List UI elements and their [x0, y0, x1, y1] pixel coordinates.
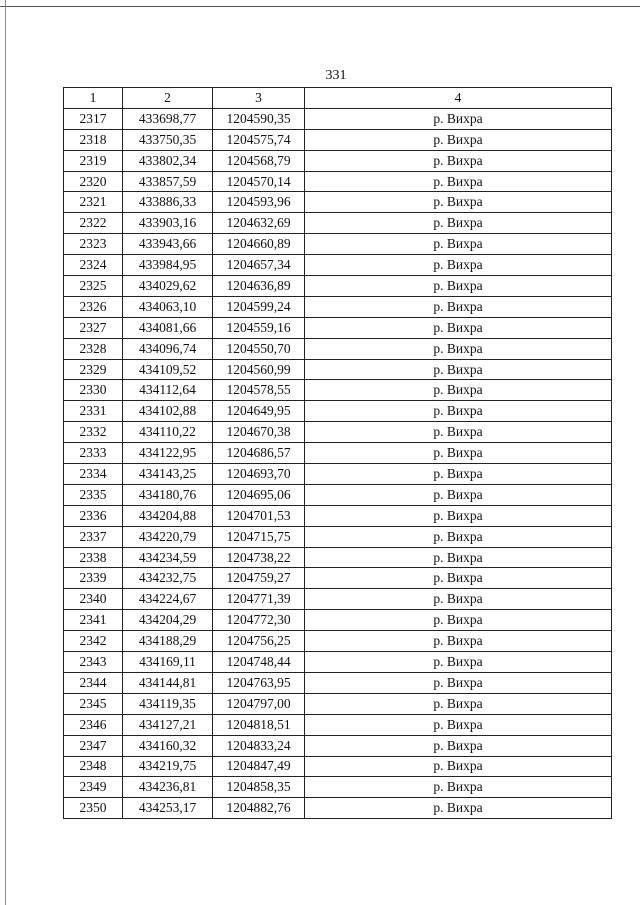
- x-coordinate-cell: 434224,67: [123, 589, 213, 610]
- description-cell: р. Вихра: [305, 777, 612, 798]
- point-number-cell: 2345: [64, 693, 123, 714]
- point-number-cell: 2340: [64, 589, 123, 610]
- table-row: [64, 777, 612, 798]
- point-number-cell: 2339: [64, 568, 123, 589]
- x-coordinate-cell: 434234,59: [123, 547, 213, 568]
- page-number: 331: [325, 68, 347, 83]
- x-coordinate-cell: 434253,17: [123, 798, 213, 819]
- table-row: [64, 296, 612, 317]
- table-row: [64, 526, 612, 547]
- y-coordinate-cell: 1204649,95: [213, 401, 305, 422]
- x-coordinate-cell: 433903,16: [123, 213, 213, 234]
- point-number-cell: 2326: [64, 296, 123, 317]
- point-number-cell: 2325: [64, 276, 123, 297]
- description-cell: р. Вихра: [305, 443, 612, 464]
- table-row: [64, 672, 612, 693]
- description-cell: р. Вихра: [305, 464, 612, 485]
- y-coordinate-cell: 1204701,53: [213, 505, 305, 526]
- point-number-cell: 2344: [64, 672, 123, 693]
- description-cell: р. Вихра: [305, 652, 612, 673]
- x-coordinate-cell: 434110,22: [123, 422, 213, 443]
- x-coordinate-cell: 433698,77: [123, 108, 213, 129]
- x-coordinate-cell: 434096,74: [123, 338, 213, 359]
- x-coordinate-cell: 434232,75: [123, 568, 213, 589]
- table-row: [64, 380, 612, 401]
- point-number-cell: 2330: [64, 380, 123, 401]
- y-coordinate-cell: 1204593,96: [213, 192, 305, 213]
- y-coordinate-cell: 1204599,24: [213, 296, 305, 317]
- description-cell: р. Вихра: [305, 359, 612, 380]
- point-number-cell: 2348: [64, 756, 123, 777]
- description-cell: р. Вихра: [305, 610, 612, 631]
- x-coordinate-cell: 434180,76: [123, 484, 213, 505]
- description-cell: р. Вихра: [305, 129, 612, 150]
- table-row: [64, 735, 612, 756]
- y-coordinate-cell: 1204686,57: [213, 443, 305, 464]
- y-coordinate-cell: 1204715,75: [213, 526, 305, 547]
- table-row: [64, 338, 612, 359]
- point-number-cell: 2341: [64, 610, 123, 631]
- table-row: [64, 652, 612, 673]
- point-number-cell: 2338: [64, 547, 123, 568]
- point-number-cell: 2319: [64, 150, 123, 171]
- coordinates-table-body: [64, 88, 612, 819]
- table-row: [64, 276, 612, 297]
- x-coordinate-cell: 433802,34: [123, 150, 213, 171]
- y-coordinate-cell: 1204847,49: [213, 756, 305, 777]
- table-row: [64, 150, 612, 171]
- point-number-cell: 2343: [64, 652, 123, 673]
- description-cell: р. Вихра: [305, 568, 612, 589]
- scan-border-top: [0, 6, 640, 7]
- description-cell: р. Вихра: [305, 234, 612, 255]
- table-row: [64, 589, 612, 610]
- description-cell: р. Вихра: [305, 693, 612, 714]
- table-row: [64, 484, 612, 505]
- table-row: [64, 714, 612, 735]
- point-number-cell: 2333: [64, 443, 123, 464]
- x-coordinate-cell: 434144,81: [123, 672, 213, 693]
- header-cell-col-3: 3: [213, 88, 305, 109]
- y-coordinate-cell: 1204738,22: [213, 547, 305, 568]
- description-cell: р. Вихра: [305, 296, 612, 317]
- point-number-cell: 2335: [64, 484, 123, 505]
- table-row: [64, 255, 612, 276]
- coordinates-table: [63, 87, 612, 819]
- description-cell: р. Вихра: [305, 798, 612, 819]
- y-coordinate-cell: 1204833,24: [213, 735, 305, 756]
- x-coordinate-cell: 434122,95: [123, 443, 213, 464]
- point-number-cell: 2334: [64, 464, 123, 485]
- point-number-cell: 2332: [64, 422, 123, 443]
- x-coordinate-cell: 434220,79: [123, 526, 213, 547]
- description-cell: р. Вихра: [305, 735, 612, 756]
- point-number-cell: 2323: [64, 234, 123, 255]
- point-number-cell: 2346: [64, 714, 123, 735]
- point-number-cell: 2320: [64, 171, 123, 192]
- y-coordinate-cell: 1204818,51: [213, 714, 305, 735]
- x-coordinate-cell: 433750,35: [123, 129, 213, 150]
- scan-border-left: [5, 0, 6, 905]
- description-cell: р. Вихра: [305, 672, 612, 693]
- point-number-cell: 2337: [64, 526, 123, 547]
- description-cell: р. Вихра: [305, 547, 612, 568]
- table-row: [64, 756, 612, 777]
- point-number-cell: 2321: [64, 192, 123, 213]
- table-header-row: [64, 88, 612, 109]
- table-row: [64, 213, 612, 234]
- x-coordinate-cell: 434063,10: [123, 296, 213, 317]
- point-number-cell: 2342: [64, 631, 123, 652]
- x-coordinate-cell: 433886,33: [123, 192, 213, 213]
- x-coordinate-cell: 434029,62: [123, 276, 213, 297]
- y-coordinate-cell: 1204568,79: [213, 150, 305, 171]
- table-row: [64, 192, 612, 213]
- y-coordinate-cell: 1204797,00: [213, 693, 305, 714]
- y-coordinate-cell: 1204550,70: [213, 338, 305, 359]
- point-number-cell: 2328: [64, 338, 123, 359]
- y-coordinate-cell: 1204632,69: [213, 213, 305, 234]
- x-coordinate-cell: 434109,52: [123, 359, 213, 380]
- x-coordinate-cell: 434081,66: [123, 317, 213, 338]
- y-coordinate-cell: 1204756,25: [213, 631, 305, 652]
- y-coordinate-cell: 1204858,35: [213, 777, 305, 798]
- description-cell: р. Вихра: [305, 192, 612, 213]
- description-cell: р. Вихра: [305, 380, 612, 401]
- table-row: [64, 108, 612, 129]
- x-coordinate-cell: 433984,95: [123, 255, 213, 276]
- description-cell: р. Вихра: [305, 484, 612, 505]
- x-coordinate-cell: 434204,29: [123, 610, 213, 631]
- y-coordinate-cell: 1204693,70: [213, 464, 305, 485]
- table-row: [64, 422, 612, 443]
- y-coordinate-cell: 1204660,89: [213, 234, 305, 255]
- description-cell: р. Вихра: [305, 338, 612, 359]
- y-coordinate-cell: 1204636,89: [213, 276, 305, 297]
- x-coordinate-cell: 434127,21: [123, 714, 213, 735]
- table-row: [64, 798, 612, 819]
- y-coordinate-cell: 1204771,39: [213, 589, 305, 610]
- y-coordinate-cell: 1204570,14: [213, 171, 305, 192]
- table-row: [64, 610, 612, 631]
- y-coordinate-cell: 1204560,99: [213, 359, 305, 380]
- description-cell: р. Вихра: [305, 631, 612, 652]
- y-coordinate-cell: 1204575,74: [213, 129, 305, 150]
- y-coordinate-cell: 1204882,76: [213, 798, 305, 819]
- point-number-cell: 2318: [64, 129, 123, 150]
- header-cell-col-2: 2: [123, 88, 213, 109]
- point-number-cell: 2327: [64, 317, 123, 338]
- table-row: [64, 317, 612, 338]
- description-cell: р. Вихра: [305, 422, 612, 443]
- x-coordinate-cell: 433943,66: [123, 234, 213, 255]
- y-coordinate-cell: 1204578,55: [213, 380, 305, 401]
- x-coordinate-cell: 434143,25: [123, 464, 213, 485]
- description-cell: р. Вихра: [305, 756, 612, 777]
- x-coordinate-cell: 434188,29: [123, 631, 213, 652]
- y-coordinate-cell: 1204670,38: [213, 422, 305, 443]
- table-row: [64, 568, 612, 589]
- point-number-cell: 2324: [64, 255, 123, 276]
- table-row: [64, 129, 612, 150]
- point-number-cell: 2317: [64, 108, 123, 129]
- table-row: [64, 401, 612, 422]
- y-coordinate-cell: 1204759,27: [213, 568, 305, 589]
- y-coordinate-cell: 1204695,06: [213, 484, 305, 505]
- description-cell: р. Вихра: [305, 589, 612, 610]
- y-coordinate-cell: 1204772,30: [213, 610, 305, 631]
- table-row: [64, 234, 612, 255]
- description-cell: р. Вихра: [305, 505, 612, 526]
- description-cell: р. Вихра: [305, 255, 612, 276]
- x-coordinate-cell: 434160,32: [123, 735, 213, 756]
- x-coordinate-cell: 434119,35: [123, 693, 213, 714]
- point-number-cell: 2322: [64, 213, 123, 234]
- description-cell: р. Вихра: [305, 171, 612, 192]
- description-cell: р. Вихра: [305, 714, 612, 735]
- x-coordinate-cell: 434204,88: [123, 505, 213, 526]
- header-cell-col-4: 4: [305, 88, 612, 109]
- description-cell: р. Вихра: [305, 150, 612, 171]
- point-number-cell: 2336: [64, 505, 123, 526]
- table-row: [64, 547, 612, 568]
- y-coordinate-cell: 1204590,35: [213, 108, 305, 129]
- point-number-cell: 2347: [64, 735, 123, 756]
- x-coordinate-cell: 434236,81: [123, 777, 213, 798]
- y-coordinate-cell: 1204763,95: [213, 672, 305, 693]
- header-cell-col-1: 1: [64, 88, 123, 109]
- description-cell: р. Вихра: [305, 526, 612, 547]
- y-coordinate-cell: 1204559,16: [213, 317, 305, 338]
- x-coordinate-cell: 434169,11: [123, 652, 213, 673]
- y-coordinate-cell: 1204748,44: [213, 652, 305, 673]
- table-row: [64, 693, 612, 714]
- point-number-cell: 2329: [64, 359, 123, 380]
- y-coordinate-cell: 1204657,34: [213, 255, 305, 276]
- point-number-cell: 2350: [64, 798, 123, 819]
- x-coordinate-cell: 434112,64: [123, 380, 213, 401]
- point-number-cell: 2331: [64, 401, 123, 422]
- description-cell: р. Вихра: [305, 317, 612, 338]
- table-row: [64, 171, 612, 192]
- point-number-cell: 2349: [64, 777, 123, 798]
- description-cell: р. Вихра: [305, 276, 612, 297]
- table-row: [64, 464, 612, 485]
- description-cell: р. Вихра: [305, 401, 612, 422]
- table-row: [64, 359, 612, 380]
- x-coordinate-cell: 433857,59: [123, 171, 213, 192]
- description-cell: р. Вихра: [305, 213, 612, 234]
- x-coordinate-cell: 434102,88: [123, 401, 213, 422]
- x-coordinate-cell: 434219,75: [123, 756, 213, 777]
- table-row: [64, 443, 612, 464]
- table-row: [64, 505, 612, 526]
- table-row: [64, 631, 612, 652]
- description-cell: р. Вихра: [305, 108, 612, 129]
